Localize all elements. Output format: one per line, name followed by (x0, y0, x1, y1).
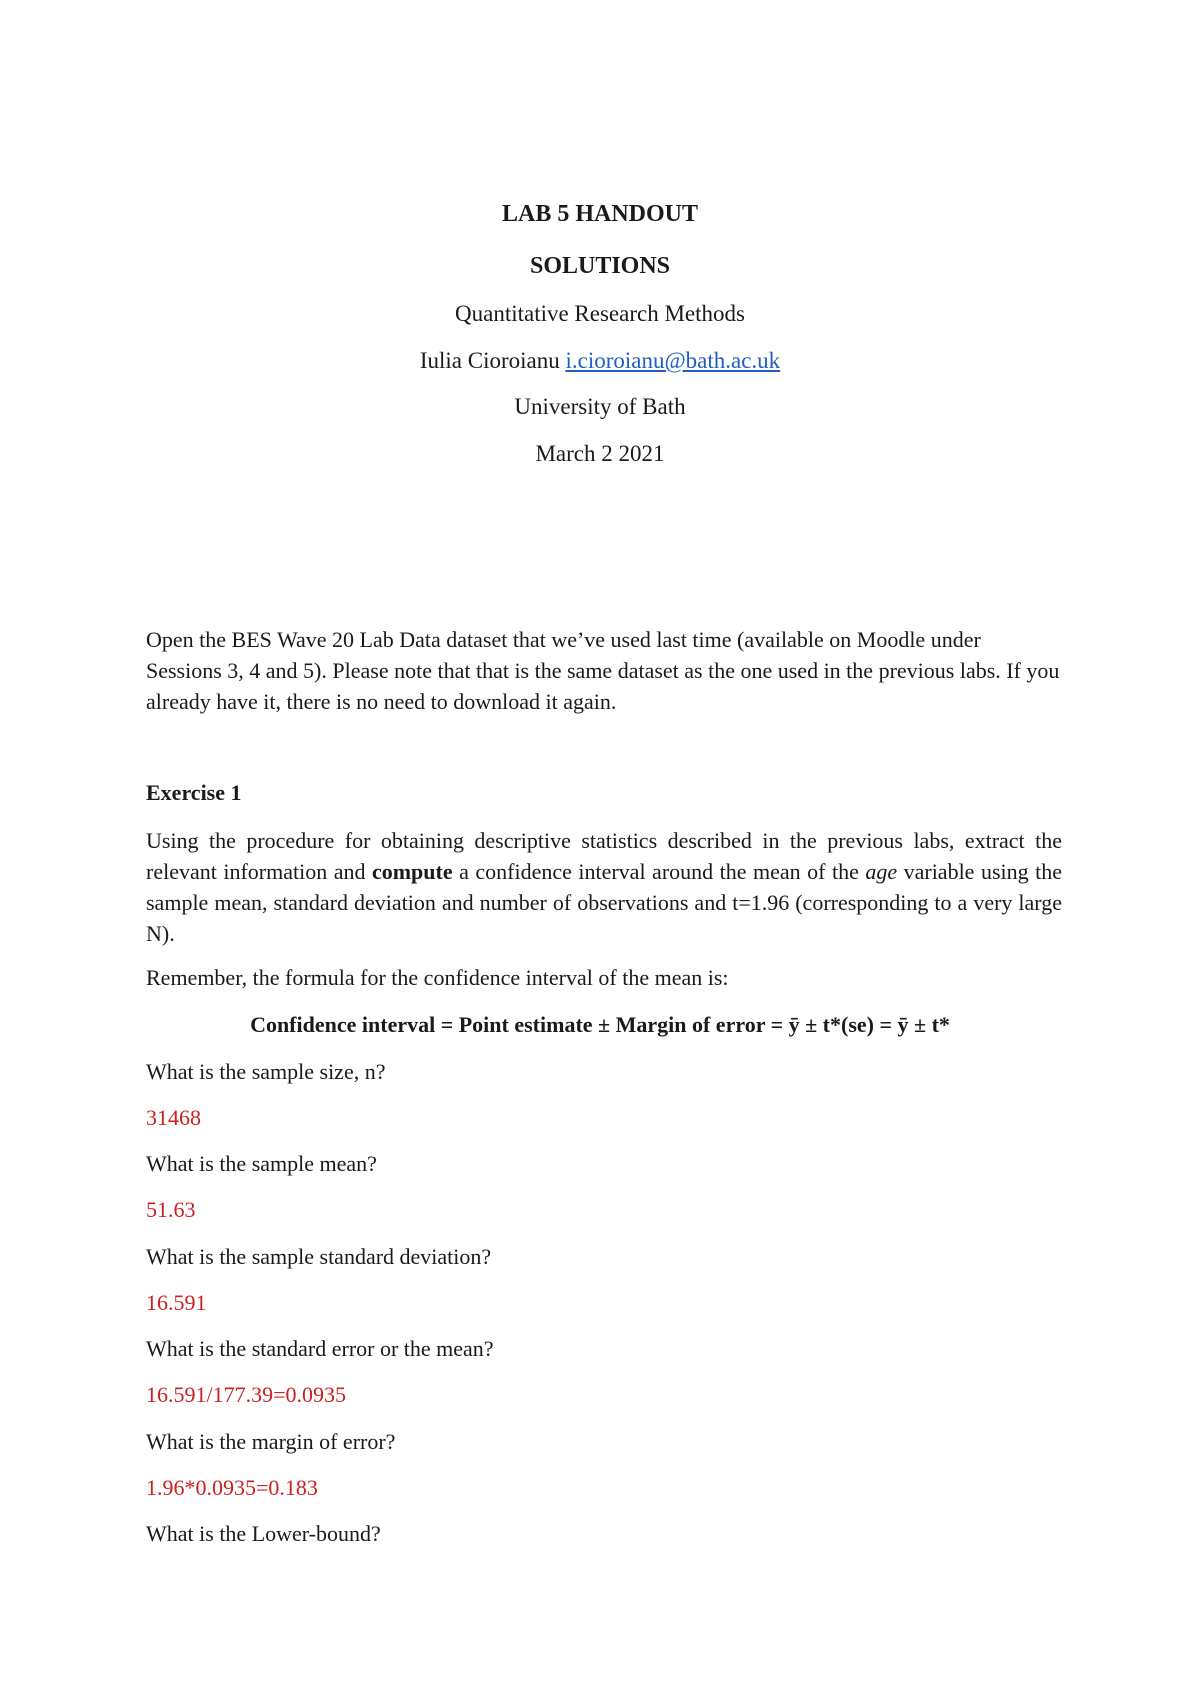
document-date: March 2 2021 (535, 441, 665, 466)
author-line (0, 347, 1200, 375)
exercise-heading: Exercise 1 (146, 780, 242, 805)
question-sample-size: What is the sample size, n? (146, 1059, 386, 1084)
course-name: Quantitative Research Methods (455, 301, 745, 326)
author-name: Iulia Cioroianu (419, 348, 560, 373)
answer-sample-size: 31468 (146, 1105, 201, 1130)
answer-margin-of-error: 1.96*0.0935=0.183 (146, 1475, 318, 1500)
question-standard-error: What is the standard error or the mean? (146, 1336, 494, 1361)
confidence-interval-formula: Confidence interval = Point estimate ± Margin of error = ȳ ± t*(se) = ȳ ± t* (250, 1012, 950, 1037)
answer-standard-deviation: 16.591 (146, 1290, 207, 1315)
document-title: LAB 5 HANDOUT (501, 201, 699, 227)
author-email-link[interactable]: i.cioroianu@bath.ac.uk (565, 348, 781, 373)
variable-name: age (865, 859, 898, 884)
exercise-instructions (146, 825, 1062, 949)
instructions-text-1: Using the procedure for obtaining descriptive statistics described in the previous labs, extract the relevant information and (146, 828, 1062, 884)
document-subtitle: SOLUTIONS (529, 253, 671, 279)
question-margin-of-error: What is the margin of error? (146, 1429, 396, 1454)
question-lower-bound: What is the Lower-bound? (146, 1521, 381, 1546)
intro-paragraph: Open the BES Wave 20 Lab Data dataset that we’ve used last time (available on Moodle under Sessions 3, 4 and 5). Please note that that is the same dataset as the one used in the previous labs. If you already have it, there is no need to download it again. (146, 627, 1060, 714)
answer-standard-error: 16.591/177.39=0.0935 (146, 1382, 347, 1407)
instructions-text-3: variable using the sample mean, standard deviation and number of observations and t=1.96 (corresponding to a very large N). (146, 859, 1062, 946)
instructions-text-2: a confidence interval around the mean of the (452, 859, 866, 884)
formula-intro: Remember, the formula for the confidence interval of the mean is: (146, 965, 729, 990)
institution: University of Bath (514, 394, 686, 419)
question-sample-mean: What is the sample mean? (146, 1151, 377, 1176)
instructions-emphasis: compute (371, 859, 453, 884)
answer-sample-mean: 51.63 (146, 1197, 196, 1222)
question-standard-deviation: What is the sample standard deviation? (146, 1244, 492, 1269)
